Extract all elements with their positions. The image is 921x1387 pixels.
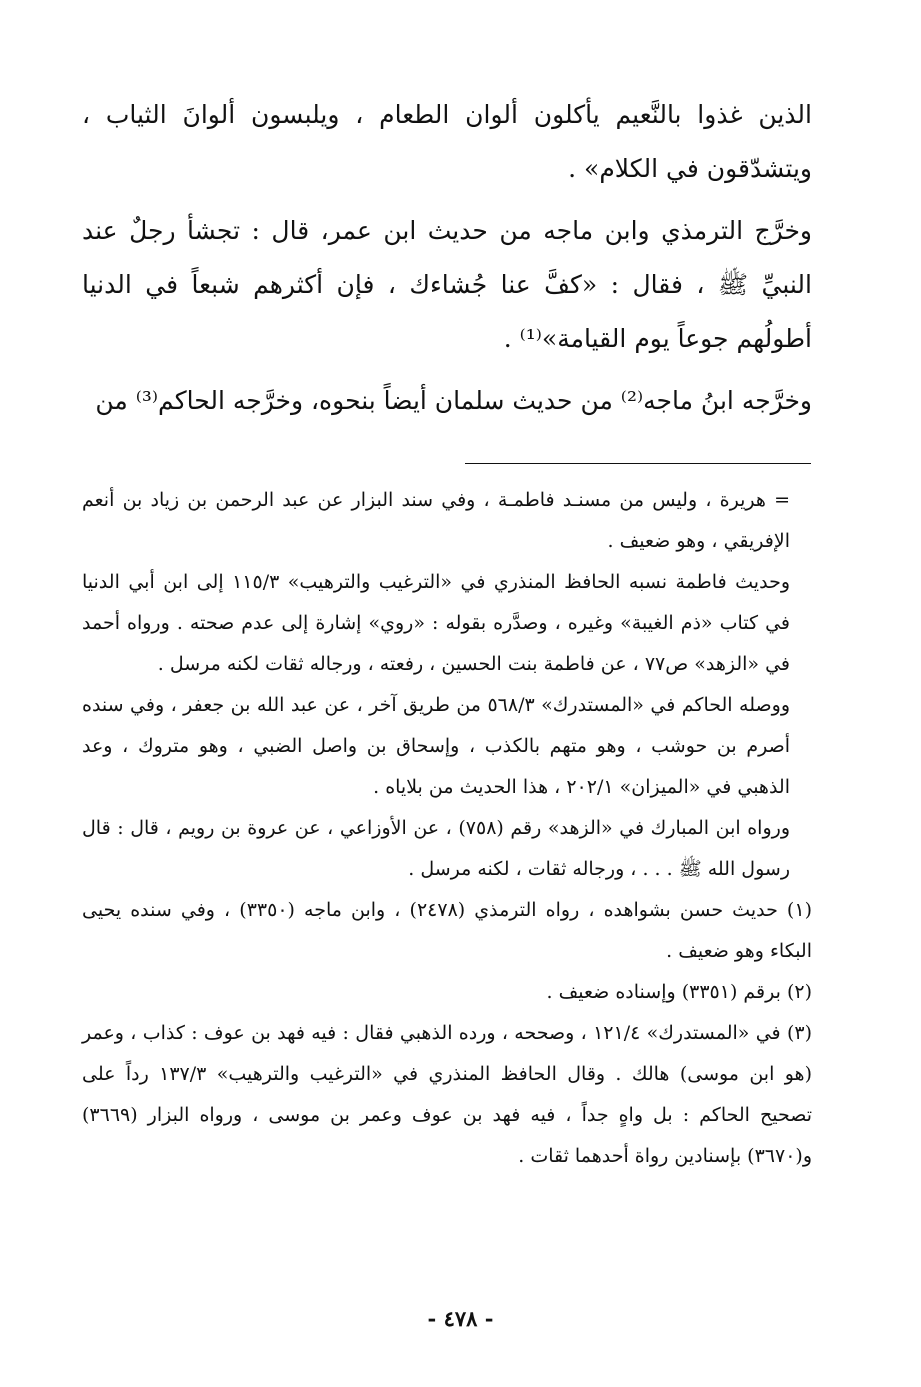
footnote-2: (٢) برقم (٣٣٥١) وإسناده ضعيف .	[546, 981, 812, 1003]
main-text	[82, 88, 812, 436]
page-number: - ٤٧٨ -	[427, 1306, 494, 1331]
main-paragraph-2: وخرَّج الترمذي وابن ماجه من حديث ابن عمر، قال : تجشأ رجلٌ عند النبيِّ ﷺ ، فقال : «كفَّ عنا جُشاءك ، فإن أكثرهم شبعاً في الدنيا أطولُهم جوعاً يوم القيامة»⁽¹⁾ .	[82, 216, 812, 353]
footnote-separator	[465, 463, 811, 464]
footnote-continuation-1: = هريرة ، وليس من مسنـد فاطمـة ، وفي سند البزار عن عبد الرحمن بن زياد بن أنعم الإفريقي ، وهو ضعيف .	[82, 489, 790, 552]
main-paragraph-3: وخرَّجه ابنُ ماجه⁽²⁾ من حديث سلمان أيضاً بنحوه، وخرَّجه الحاكم⁽³⁾ من	[95, 386, 812, 415]
footnote-continuation-4: ورواه ابن المبارك في «الزهد» رقم (٧٥٨) ، عن الأوزاعي ، عن عروة بن رويم ، قال : قال رسول الله ﷺ . . . ، ورجاله ثقات ، لكنه مرسل .	[82, 817, 790, 880]
footnote-3: (٣) في «المستدرك» ١٢١/٤ ، وصححه ، ورده الذهبي فقال : فيه فهد بن عوف : كذاب ، وعمر (هو ابن موسى) هالك . وقال الحافظ المنذري في «الترغيب والترهيب» ١٣٧/٣ رداً على تصحيح الحاكم : بل واهٍ جداً ، فيه فهد بن عوف وعمر بن موسى ، ورواه البزار (٣٦٦٩) و(٣٦٧٠) بإسنادين رواة أحدهما ثقات .	[82, 1022, 812, 1167]
main-paragraph-1: الذين غذوا بالنَّعيم يأكلون ألوان الطعام ، ويلبسون ألوانَ الثياب ، ويتشدّقون في الكلام» .	[82, 100, 812, 183]
footnotes-section	[82, 480, 812, 1177]
footnote-1: (١) حديث حسن بشواهده ، رواه الترمذي (٢٤٧٨) ، وابن ماجه (٣٣٥٠) ، وفي سنده يحيى البكاء وهو ضعيف .	[82, 899, 812, 962]
footnote-continuation-2: وحديث فاطمة نسبه الحافظ المنذري في «الترغيب والترهيب» ١١٥/٣ إلى ابن أبي الدنيا في كتاب «ذم الغيبة» وغيره ، وصدَّره بقوله : «روي» إشارة إلى عدم صحته . ورواه أحمد في «الزهد» ص٧٧ ، عن فاطمة بنت الحسين ، رفعته ، ورجاله ثقات لكنه مرسل .	[82, 571, 790, 675]
footnote-continuation-3: ووصله الحاكم في «المستدرك» ٥٦٨/٣ من طريق آخر ، عن عبد الله بن جعفر ، وفي سنده أصرم بن حوشب ، وهو متهم بالكذب ، وإسحاق بن واصل الضبي ، وهو متروك ، وعد الذهبي في «الميزان» ٢٠٢/١ ، هذا الحديث من بلاياه .	[82, 694, 790, 798]
